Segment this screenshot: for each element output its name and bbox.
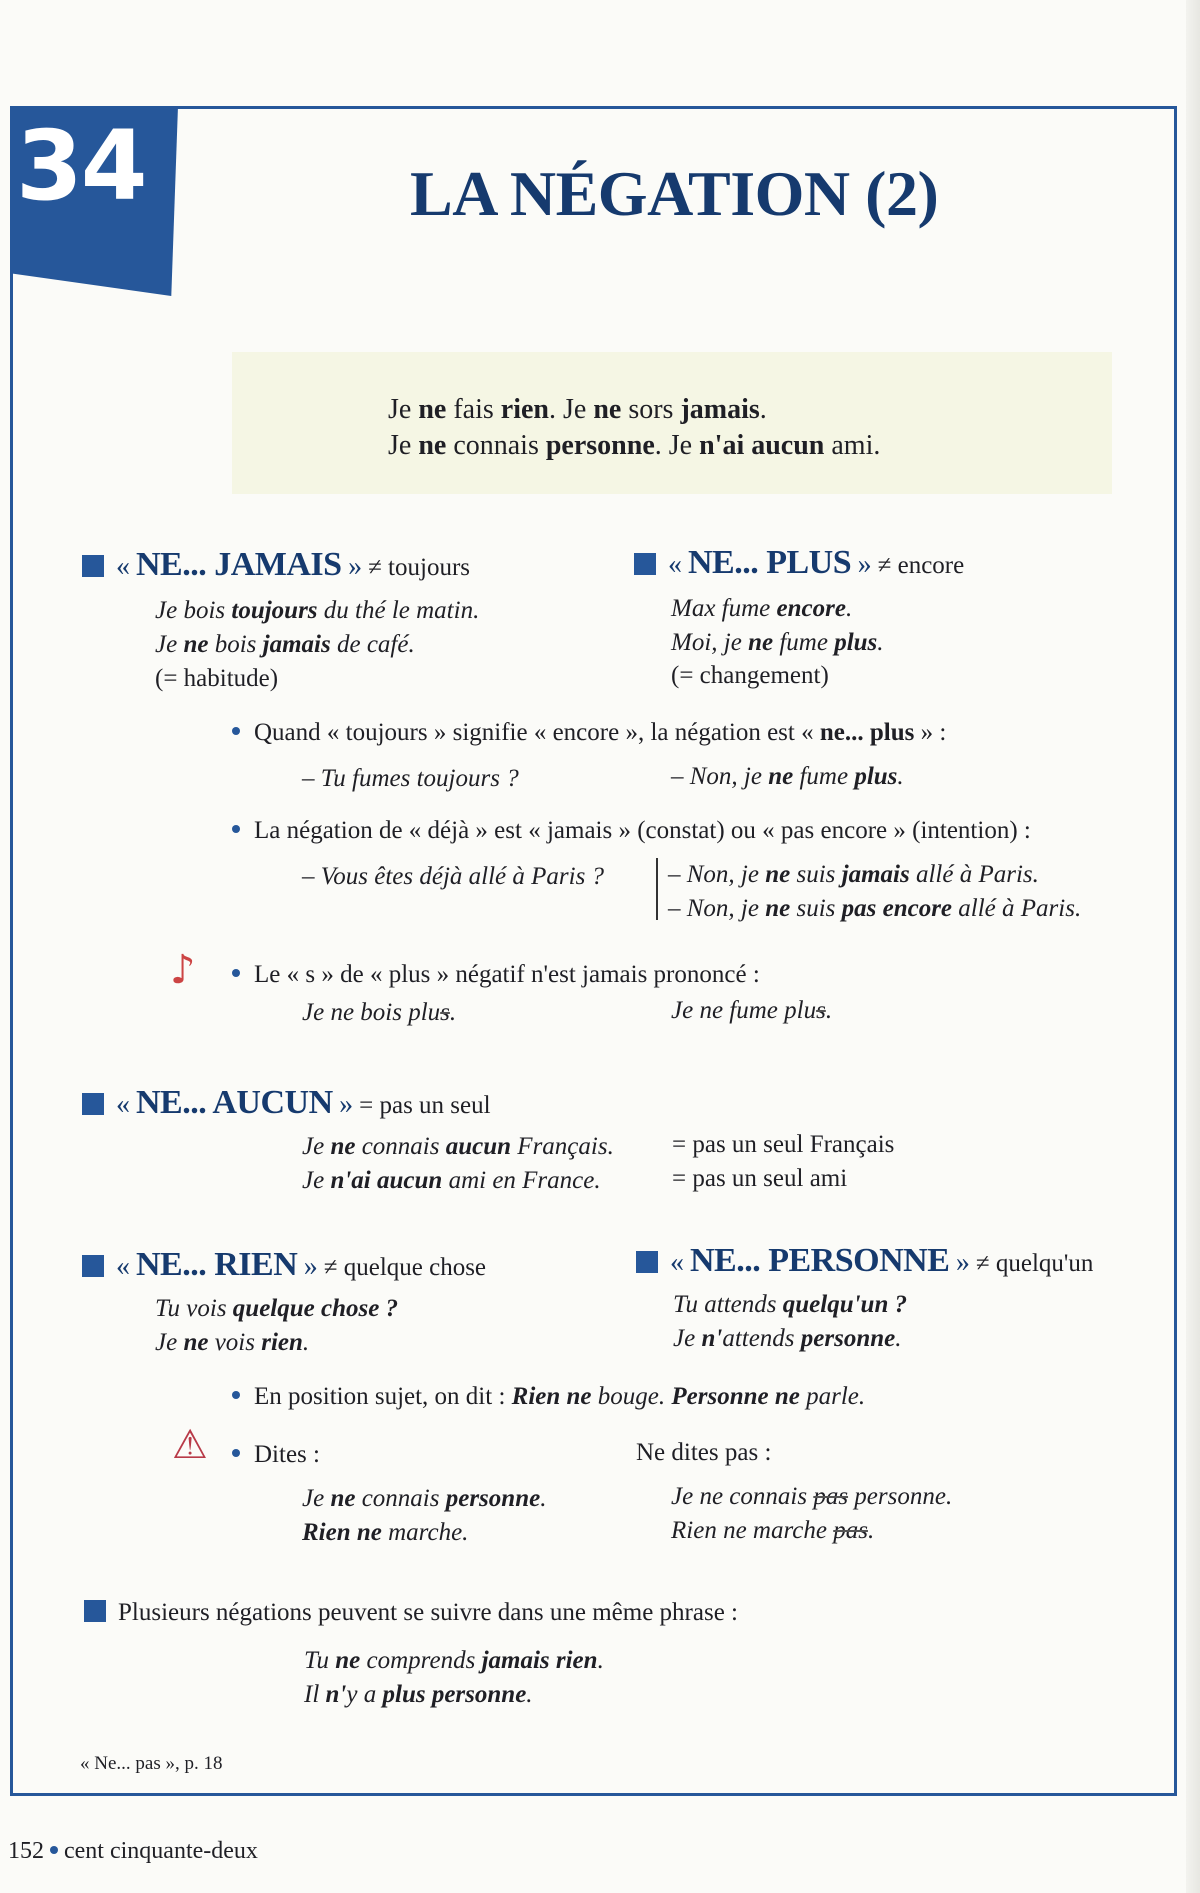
- personne-keyword: NE... PERSONNE: [690, 1242, 950, 1279]
- jamais-example-1: [155, 598, 479, 623]
- plusieurs-example-1: [304, 1648, 604, 1673]
- text-segment: comprends: [360, 1647, 482, 1674]
- intro-line-1: [388, 396, 767, 424]
- emphasis-text: n'ai aucun: [330, 1167, 443, 1194]
- emphasis-text: n': [701, 1325, 723, 1352]
- text-segment: Max fume: [671, 595, 777, 622]
- emphasis-text: ne: [183, 631, 209, 658]
- emphasis-text: plus personne: [382, 1681, 527, 1708]
- text-segment: fume: [773, 629, 835, 656]
- rien-example-1: [155, 1296, 398, 1321]
- text-segment: du thé le matin.: [317, 597, 480, 624]
- aucun-keyword: NE... AUCUN: [136, 1084, 333, 1121]
- text-segment: connais: [355, 1133, 446, 1160]
- emphasis-text: quelqu'un ?: [782, 1291, 908, 1318]
- text-segment: Je: [302, 1133, 331, 1160]
- section-aucun-heading: « NE... AUCUN » = pas un seul: [82, 1086, 491, 1120]
- square-bullet-icon: [636, 1251, 658, 1273]
- toujours-question: – Tu fumes toujours ?: [302, 765, 519, 792]
- section-jamais-heading: « NE... JAMAIS » ≠ toujours: [82, 548, 470, 582]
- ne-dites-pas-label: Ne dites pas :: [636, 1439, 772, 1466]
- text-segment: .: [526, 1681, 533, 1708]
- aucun-example-2: [302, 1168, 601, 1193]
- page-edge: [1186, 0, 1200, 1893]
- emphasis-text: n': [325, 1681, 347, 1708]
- plus-relation: ≠ encore: [877, 552, 965, 579]
- rien-example-2: [155, 1330, 309, 1355]
- plusieurs-heading: [84, 1600, 738, 1625]
- emphasis-text: aucun: [445, 1133, 512, 1160]
- dites-correct-2: [302, 1520, 468, 1545]
- emphasis-text: ne: [183, 1329, 209, 1356]
- plus-example-1: [671, 596, 852, 621]
- aucun-example-1: [302, 1134, 614, 1159]
- text-segment: .: [877, 629, 884, 656]
- text-segment: . Je: [654, 430, 700, 461]
- bullet-dot-icon: [50, 1846, 58, 1854]
- emphasis-text: ne: [330, 1485, 356, 1512]
- page-title: LA NÉGATION (2): [410, 158, 939, 229]
- emphasis-text: ne: [418, 394, 447, 425]
- text-segment: Je: [155, 631, 184, 658]
- text-segment: suis: [790, 895, 842, 922]
- personne-relation: ≠ quelqu'un: [975, 1250, 1094, 1277]
- emphasis-text: jamais: [262, 631, 331, 658]
- square-bullet-icon: [82, 555, 104, 577]
- text-segment: Je: [302, 1485, 331, 1512]
- dites-incorrect-1: Je ne connais pas personne.: [671, 1483, 953, 1510]
- s-example-1: Je ne bois plus.: [302, 999, 457, 1026]
- s-example-2: Je ne fume plus.: [671, 997, 833, 1024]
- text-segment: fais: [446, 394, 501, 425]
- aucun-equivalence-2: = pas un seul ami: [672, 1165, 848, 1192]
- text-segment: Je: [155, 1329, 184, 1356]
- text-segment: – Non, je: [668, 861, 766, 888]
- rien-keyword: NE... RIEN: [136, 1246, 298, 1283]
- emphasis-text: plus: [854, 763, 898, 790]
- emphasis-text: jamais: [680, 394, 760, 425]
- text-segment: connais: [446, 430, 546, 461]
- text-segment: allé à Paris.: [909, 861, 1039, 888]
- text-segment: allé à Paris.: [952, 895, 1082, 922]
- plus-keyword: NE... PLUS: [688, 544, 852, 581]
- bullet-s-plus: Le « s » de « plus » négatif n'est jamais prononcé :: [232, 962, 760, 987]
- text-segment: ami.: [824, 430, 881, 461]
- aucun-relation: = pas un seul: [359, 1092, 491, 1119]
- cross-reference: « Ne... pas », p. 18: [80, 1753, 223, 1774]
- text-segment: Je: [388, 430, 419, 461]
- emphasis-text: ne: [593, 394, 622, 425]
- chapter-number: 34: [16, 110, 146, 222]
- emphasis-text: n'ai aucun: [699, 430, 825, 461]
- text-segment: .: [302, 1329, 310, 1356]
- plus-note: (= changement): [671, 662, 829, 689]
- text-segment: .: [540, 1485, 547, 1512]
- deja-answer-2: [668, 896, 1081, 921]
- bullet-deja: La négation de « déjà » est « jamais » (constat) ou « pas encore » (intention) :: [232, 818, 1031, 843]
- deja-answer-1: [668, 862, 1039, 887]
- emphasis-text: quelque chose ?: [232, 1295, 399, 1322]
- text-segment: En position sujet, on dit :: [254, 1383, 512, 1410]
- plusieurs-example-2: [304, 1682, 533, 1707]
- square-bullet-icon: [82, 1255, 104, 1277]
- text-segment: . Je: [548, 394, 594, 425]
- emphasis-text: personne: [800, 1325, 896, 1352]
- dites-label: Dites :: [232, 1442, 320, 1467]
- emphasis-text: ne... plus: [819, 719, 915, 746]
- text-segment: Je: [302, 1167, 331, 1194]
- square-bullet-icon: [84, 1600, 106, 1622]
- text-segment: .: [759, 394, 767, 425]
- emphasis-text: Rien ne: [302, 1519, 382, 1546]
- text-segment: Moi, je: [671, 629, 749, 656]
- text-segment: Il: [304, 1681, 326, 1708]
- emphasis-text: jamais: [841, 861, 910, 888]
- text-segment: – Non, je: [671, 763, 769, 790]
- emphasis-text: encore: [776, 595, 846, 622]
- emphasis-text: ne: [768, 763, 794, 790]
- text-segment: Quand « toujours » signifie « encore », la négation est «: [254, 719, 820, 746]
- warning-triangle-icon: ⚠: [172, 1422, 208, 1468]
- text-segment: fume: [793, 763, 855, 790]
- text-segment: .: [897, 763, 904, 790]
- text-segment: bois: [208, 631, 263, 658]
- square-bullet-icon: [82, 1093, 104, 1115]
- dites-incorrect-2: Rien ne marche pas.: [671, 1517, 875, 1544]
- intro-line-2: [388, 432, 880, 460]
- personne-example-2: [673, 1326, 902, 1351]
- emphasis-text: Personne ne: [671, 1383, 800, 1410]
- jamais-note: (= habitude): [155, 665, 279, 692]
- jamais-keyword: NE... JAMAIS: [136, 546, 342, 583]
- text-segment: » :: [914, 719, 947, 746]
- text-segment: de café.: [330, 631, 415, 658]
- jamais-example-2: [155, 632, 415, 657]
- section-personne-heading: « NE... PERSONNE » ≠ quelqu'un: [636, 1244, 1093, 1278]
- text-segment: .: [845, 595, 853, 622]
- bullet-sujet: [232, 1384, 865, 1409]
- plus-example-2: [671, 630, 884, 655]
- text-segment: – Non, je: [668, 895, 766, 922]
- text-segment: Je bois: [155, 597, 232, 624]
- emphasis-text: ne: [418, 430, 447, 461]
- emphasis-text: Rien ne: [511, 1383, 592, 1410]
- text-segment: attends: [722, 1325, 801, 1352]
- emphasis-text: plus: [834, 629, 878, 656]
- emphasis-text: jamais rien: [481, 1647, 598, 1674]
- page-footer: [8, 1838, 258, 1865]
- emphasis-text: ne: [330, 1133, 356, 1160]
- aucun-equivalence-1: = pas un seul Français: [672, 1131, 895, 1158]
- text-segment: marche.: [381, 1519, 469, 1546]
- toujours-answer: [671, 764, 904, 789]
- music-note-icon: ♪: [170, 947, 196, 993]
- text-segment: Tu attends: [673, 1291, 783, 1318]
- text-segment: parle.: [799, 1383, 866, 1410]
- text-segment: Français.: [511, 1133, 614, 1160]
- square-bullet-icon: [634, 553, 656, 575]
- page-number: 152: [8, 1838, 44, 1864]
- emphasis-text: personne: [545, 430, 655, 461]
- personne-example-1: [673, 1292, 907, 1317]
- text-segment: bouge.: [591, 1383, 672, 1410]
- emphasis-text: toujours: [231, 597, 318, 624]
- rien-relation: ≠ quelque chose: [323, 1254, 487, 1281]
- text-segment: .: [597, 1647, 604, 1674]
- emphasis-text: pas encore: [841, 895, 953, 922]
- text-segment: sors: [621, 394, 681, 425]
- bullet-toujours: [232, 720, 946, 745]
- jamais-relation: ≠ toujours: [368, 554, 470, 581]
- text-segment: y a: [346, 1681, 383, 1708]
- section-rien-heading: « NE... RIEN » ≠ quelque chose: [82, 1248, 486, 1282]
- emphasis-text: ne: [335, 1647, 361, 1674]
- emphasis-text: personne: [445, 1485, 541, 1512]
- emphasis-text: rien: [500, 394, 549, 425]
- text-segment: Je: [673, 1325, 702, 1352]
- divider-line: [656, 858, 658, 920]
- deja-question: – Vous êtes déjà allé à Paris ?: [302, 863, 605, 890]
- text-segment: Tu vois: [155, 1295, 233, 1322]
- section-plus-heading: « NE... PLUS » ≠ encore: [634, 546, 964, 580]
- emphasis-text: ne: [765, 895, 791, 922]
- text-segment: Tu: [304, 1647, 336, 1674]
- text-segment: suis: [790, 861, 842, 888]
- text-segment: vois: [208, 1329, 262, 1356]
- text-segment: .: [895, 1325, 902, 1352]
- text-segment: connais: [355, 1485, 446, 1512]
- text-segment: Je: [388, 394, 419, 425]
- text-segment: ami en France.: [442, 1167, 601, 1194]
- page-number-words: cent cinquante-deux: [64, 1838, 258, 1864]
- dites-correct-1: [302, 1486, 546, 1511]
- plusieurs-text: Plusieurs négations peuvent se suivre dans une même phrase :: [118, 1599, 738, 1626]
- emphasis-text: rien: [261, 1329, 303, 1356]
- emphasis-text: ne: [748, 629, 774, 656]
- emphasis-text: ne: [765, 861, 791, 888]
